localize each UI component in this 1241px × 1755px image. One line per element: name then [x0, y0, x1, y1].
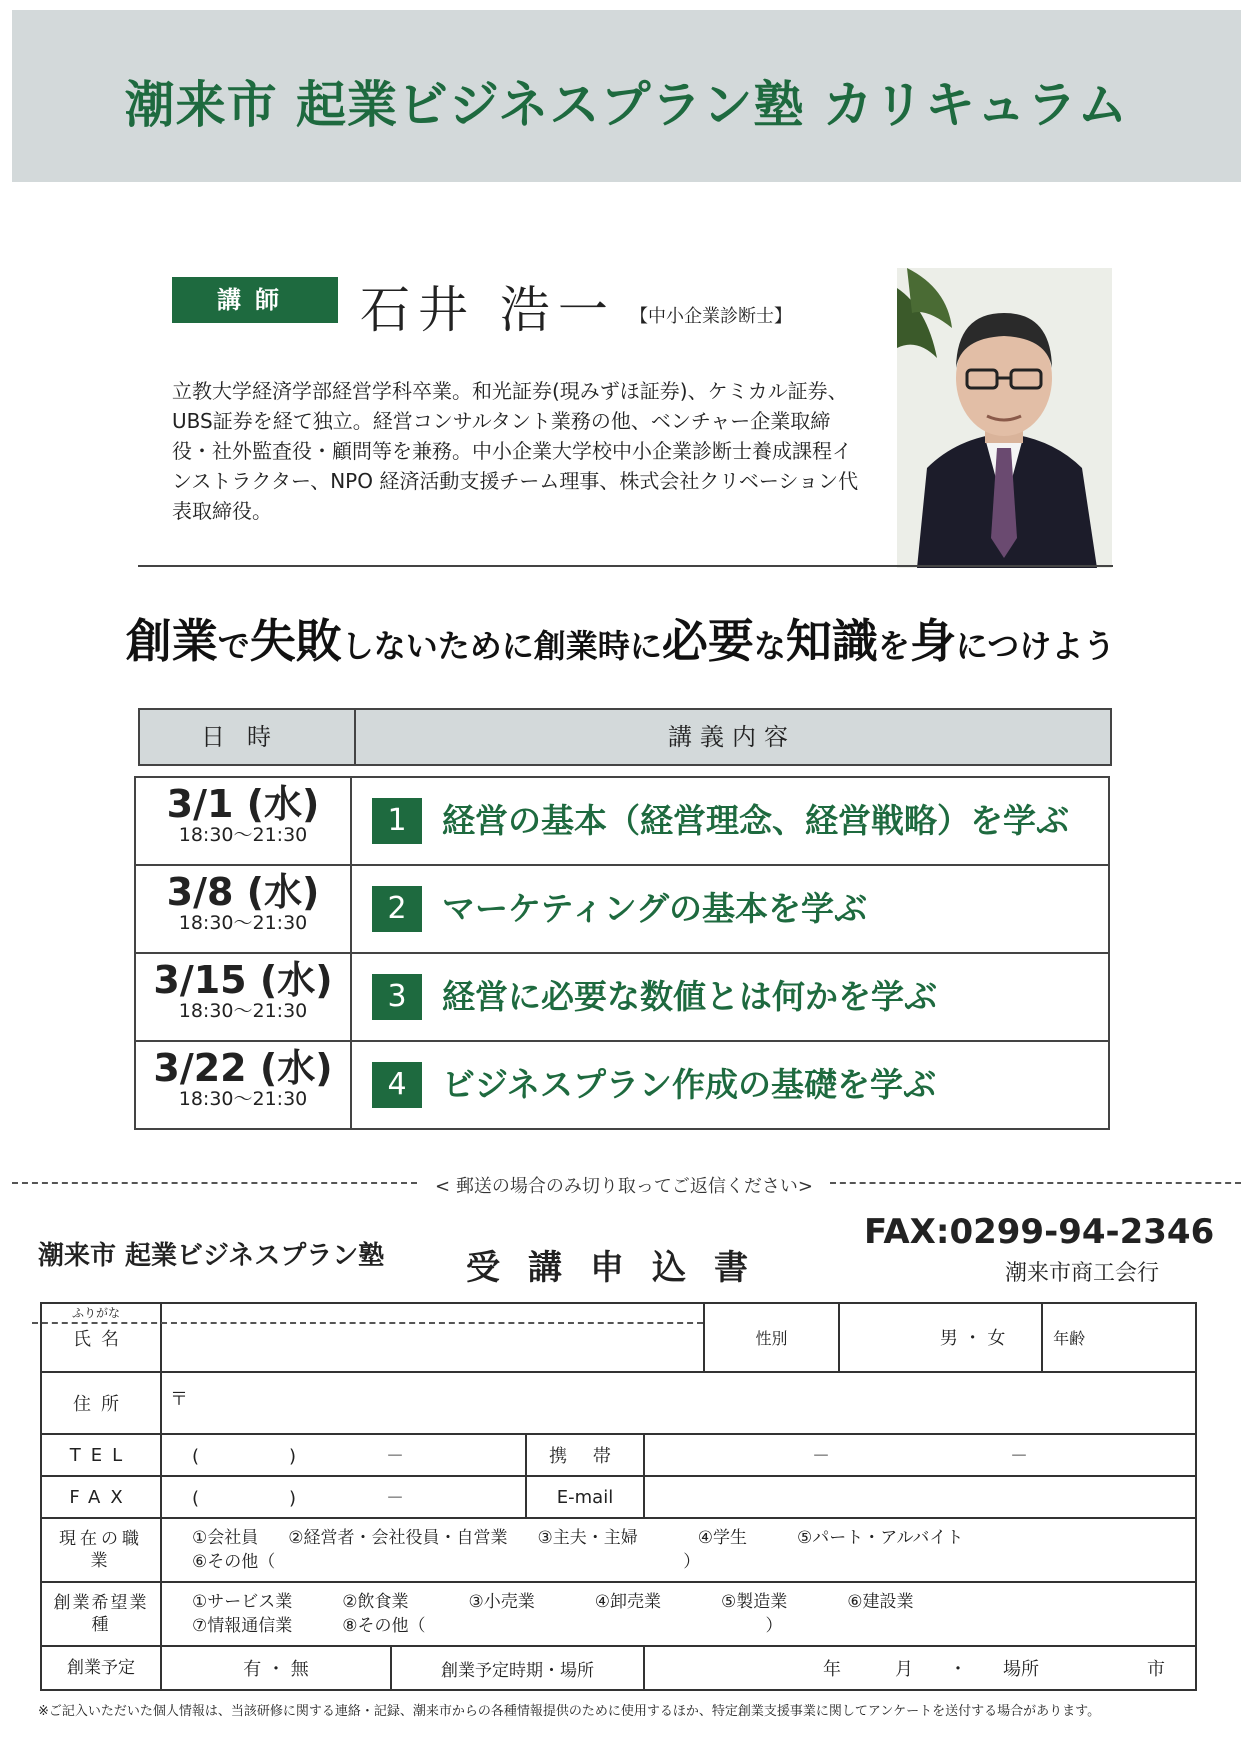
address-row	[41, 1372, 1196, 1434]
gender-field[interactable]	[839, 1303, 1196, 1372]
name-label-cell	[41, 1303, 161, 1372]
session-date: 3/8 (水)	[166, 870, 320, 914]
session-time: 18:30～21:30	[178, 1000, 308, 1022]
industry-other[interactable]: ⑧その他（ ）	[342, 1616, 783, 1636]
schedule-row	[136, 1042, 1108, 1128]
name-label: 氏名	[73, 1328, 129, 1350]
name-row	[41, 1303, 1196, 1372]
fax-label: FAX	[41, 1476, 161, 1518]
furigana-divider	[32, 1322, 703, 1324]
divider	[138, 565, 1113, 567]
session-time: 18:30～21:30	[178, 824, 308, 846]
instructor-photo	[897, 268, 1112, 568]
mobile-label: 携 帯	[526, 1434, 644, 1476]
session-time: 18:30～21:30	[178, 912, 308, 934]
header-band	[12, 10, 1241, 182]
schedule-table	[134, 776, 1110, 1130]
occupation-option[interactable]: ①会社員	[192, 1528, 259, 1548]
occupation-label: 現在の職業	[41, 1518, 161, 1582]
name-field[interactable]	[161, 1303, 704, 1372]
plan-timing-template: 年 月 ・ 場所 市	[823, 1659, 1166, 1680]
address-field[interactable]	[161, 1372, 1196, 1434]
cut-dash-left	[12, 1182, 417, 1184]
occupation-option[interactable]: ②経営者・会社役員・自営業	[288, 1528, 508, 1548]
industry-option[interactable]: ④卸売業	[594, 1592, 661, 1612]
plan-timing-field[interactable]	[644, 1646, 1196, 1690]
session-date: 3/1 (水)	[166, 782, 320, 826]
session-topic: マーケティングの基本を学ぶ	[442, 889, 868, 928]
gender-label: 性別	[704, 1303, 839, 1372]
col-date: 日時	[140, 710, 356, 764]
session-date: 3/22 (水)	[153, 1046, 333, 1090]
instructor-name: 石井 浩一	[360, 281, 616, 339]
occupation-option[interactable]: ④学生	[697, 1528, 747, 1548]
plan-row	[41, 1646, 1196, 1690]
schedule-row	[136, 954, 1108, 1042]
industry-option[interactable]: ②飲食業	[342, 1592, 409, 1612]
schedule-row	[136, 866, 1108, 954]
industry-option[interactable]: ⑦情報通信業	[192, 1616, 293, 1636]
industry-option[interactable]: ⑥建設業	[847, 1592, 914, 1612]
fax-field[interactable]	[161, 1476, 526, 1518]
col-content: 講義内容	[668, 723, 796, 751]
gender-options: 男 ・ 女	[939, 1328, 1006, 1349]
industry-option[interactable]: ⑤製造業	[721, 1592, 788, 1612]
session-topic: 経営の基本（経営理念、経営戦略）を学ぶ	[442, 801, 1069, 840]
session-number: 2	[372, 886, 422, 932]
industry-options[interactable]	[161, 1582, 1196, 1646]
session-number: 1	[372, 798, 422, 844]
fax-number: FAX:0299-94-2346	[864, 1212, 1215, 1252]
schedule-row	[136, 778, 1108, 866]
instructor-role-badge: 講師	[172, 277, 338, 323]
industry-label: 創業希望業種	[41, 1582, 161, 1646]
tel-field[interactable]	[161, 1434, 526, 1476]
address-label: 住所	[41, 1372, 161, 1434]
furigana-label: ふりがな	[72, 1306, 121, 1320]
recipient-org: 潮来市商工会行	[1005, 1261, 1160, 1286]
occupation-option[interactable]: ③主夫・主婦	[537, 1528, 638, 1548]
plan-label: 創業予定	[41, 1646, 161, 1690]
fax-row	[41, 1476, 1196, 1518]
session-topic: ビジネスプラン作成の基礎を学ぶ	[442, 1065, 937, 1104]
email-label: E-mail	[526, 1476, 644, 1518]
session-number: 3	[372, 974, 422, 1020]
session-date: 3/15 (水)	[153, 958, 333, 1002]
slogan: 創業で失敗しないために創業時に必要な知識を身につけよう	[125, 614, 1116, 668]
plan-timing-label: 創業予定時期・場所	[391, 1646, 644, 1690]
mobile-template: － －	[812, 1446, 1028, 1467]
mobile-field[interactable]	[644, 1434, 1196, 1476]
session-topic: 経営に必要な数値とは何かを学ぶ	[442, 977, 937, 1016]
session-number: 4	[372, 1062, 422, 1108]
occupation-option[interactable]: ⑤パート・アルバイト	[797, 1528, 964, 1548]
age-label: 年齢	[1041, 1304, 1095, 1371]
instructor-bio: 立教大学経済学部経営学科卒業。和光証券(現みずほ証券)、ケミカル証券、UBS証券を経て独立。経営コンサルタント業務の他、ベンチャー企業取締役・社外監査役・顧問等を兼務。中小企業大学校中小企業診断士養成課程インストラクター、NPO 経済活動支援チーム理事、株式会社クリベーション代表取締役。	[172, 379, 859, 523]
industry-option[interactable]: ③小売業	[468, 1592, 535, 1612]
email-field[interactable]	[644, 1476, 1196, 1518]
tel-label: TEL	[41, 1434, 161, 1476]
occupation-row	[41, 1518, 1196, 1582]
tel-template: ( ) －	[192, 1446, 405, 1467]
plan-options[interactable]: 有 ・ 無	[161, 1646, 391, 1690]
form-title: 潮来市 起業ビジネスプラン塾	[38, 1241, 385, 1271]
page-title: 潮来市 起業ビジネスプラン塾 カリキュラム	[124, 76, 1129, 134]
form-subtitle: 受講申込書	[466, 1248, 776, 1288]
privacy-footnote: ※ご記入いただいた個人情報は、当該研修に関する連絡・記録、潮来市からの各種情報提供のために使用するほか、特定創業支援事業に関してアンケートを送付する場合があります。	[38, 1704, 1101, 1719]
cut-dash-right	[830, 1182, 1241, 1184]
session-time: 18:30～21:30	[178, 1088, 308, 1110]
schedule-header	[138, 708, 1112, 766]
cut-line-text: < 郵送の場合のみ切り取ってご返信ください>	[435, 1176, 813, 1197]
cut-line	[12, 1172, 1241, 1197]
fax-template: ( ) －	[192, 1488, 405, 1509]
postal-mark: 〒	[170, 1389, 188, 1410]
industry-option[interactable]: ①サービス業	[192, 1592, 293, 1612]
industry-row	[41, 1582, 1196, 1646]
tel-row	[41, 1434, 1196, 1476]
instructor-credential: 【中小企業診断士】	[630, 306, 792, 327]
occupation-options[interactable]	[161, 1518, 1196, 1582]
application-form	[40, 1302, 1197, 1691]
occupation-other[interactable]: ⑥その他（ ）	[192, 1552, 701, 1572]
